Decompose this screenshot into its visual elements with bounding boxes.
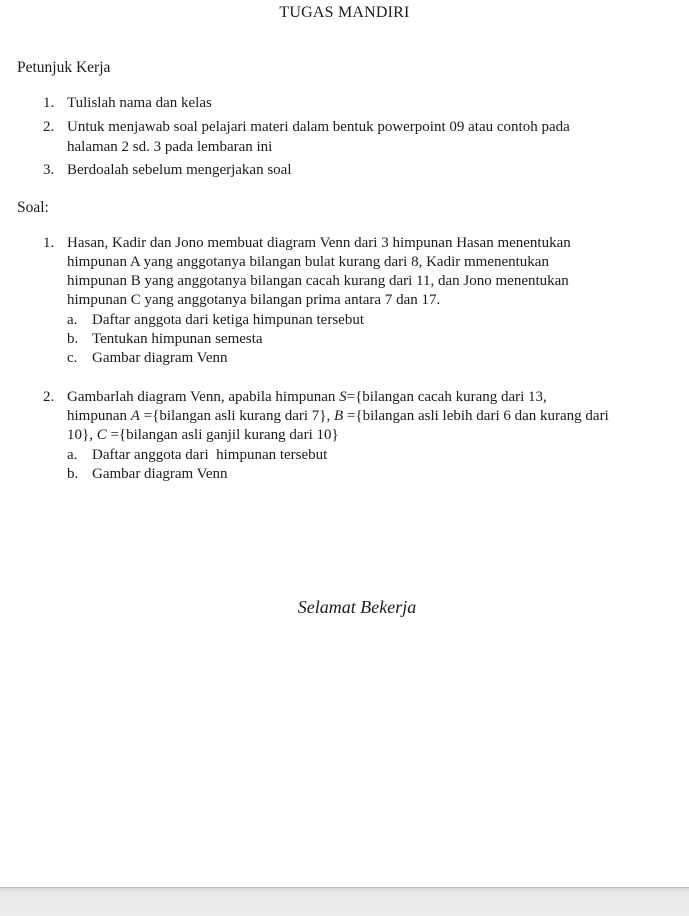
sub-letter: c.: [67, 350, 78, 366]
set-c-symbol: C: [96, 427, 107, 443]
question-text: 10}, C ={bilangan asli ganjil kurang dari 10}: [67, 427, 339, 443]
page-bottom-edge: [0, 887, 689, 916]
set-s-symbol: S: [339, 389, 347, 405]
question-number: 1.: [43, 235, 55, 251]
instruction-text: halaman 2 sd. 3 pada lembaran ini: [67, 139, 273, 155]
instruction-text: Tulislah nama dan kelas: [67, 95, 212, 111]
sub-question-text: Gambar diagram Venn: [92, 350, 228, 366]
sub-letter: a.: [67, 312, 78, 328]
sub-letter: b.: [67, 331, 79, 347]
instructions-heading: Petunjuk Kerja: [17, 59, 111, 76]
sub-letter: b.: [67, 466, 79, 482]
sub-question-text: Gambar diagram Venn: [92, 466, 228, 482]
questions-heading: Soal:: [17, 199, 49, 216]
closing-text: Selamat Bekerja: [297, 597, 417, 617]
instruction-number: 3.: [43, 162, 55, 178]
question-text: himpunan A ={bilangan asli kurang dari 7}, B ={bilangan asli lebih dari 6 dan kurang dari: [67, 408, 609, 424]
instruction-number: 1.: [43, 95, 55, 111]
question-number: 2.: [43, 389, 55, 405]
set-a-symbol: A: [130, 408, 140, 424]
document-title: TUGAS MANDIRI: [279, 4, 410, 21]
instruction-text: Berdoalah sebelum mengerjakan soal: [67, 162, 292, 178]
question-text: Gambarlah diagram Venn, apabila himpunan S={bilangan cacah kurang dari 13,: [67, 389, 547, 405]
sub-question-text: Tentukan himpunan semesta: [92, 331, 263, 347]
question-text: himpunan B yang anggotanya bilangan cacah kurang dari 11, dan Jono menentukan: [67, 273, 569, 289]
set-b-symbol: B: [333, 408, 344, 424]
instruction-text: Untuk menjawab soal pelajari materi dalam bentuk powerpoint 09 atau contoh pada: [67, 119, 570, 135]
instruction-number: 2.: [43, 119, 55, 135]
question-text: Hasan, Kadir dan Jono membuat diagram Venn dari 3 himpunan Hasan menentukan: [67, 235, 571, 251]
sub-question-text: Daftar anggota dari himpunan tersebut: [92, 447, 328, 463]
question-text: himpunan C yang anggotanya bilangan prima antara 7 dan 17.: [67, 292, 441, 308]
question-text: himpunan A yang anggotanya bilangan bulat kurang dari 8, Kadir mmenentukan: [67, 254, 549, 270]
sub-letter: a.: [67, 447, 78, 463]
sub-question-text: Daftar anggota dari ketiga himpunan tersebut: [92, 312, 364, 328]
